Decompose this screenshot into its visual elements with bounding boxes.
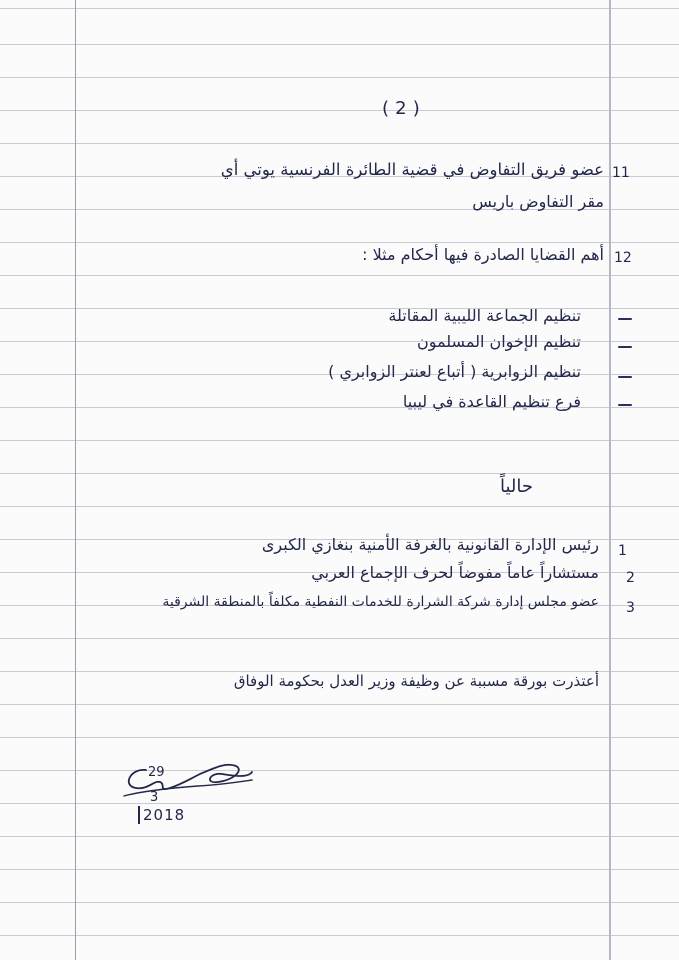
case-item-4: فرع تنظيم القاعدة في ليبيا [402, 392, 581, 411]
current-heading: حالياً [499, 476, 533, 497]
case-item-1: تنظيم الجماعة الليبية المقاتلة [388, 306, 581, 325]
signature-day: 29 [148, 765, 165, 780]
list-dash [618, 376, 632, 378]
role-item-1: رئيس الإدارة القانونية بالغرفة الأمنية بنغازي الكبرى [261, 535, 599, 554]
item-11-line-1: عضو فريق التفاوض في قضية الطائرة الفرنسية يوتي أي [220, 160, 604, 179]
list-dash [618, 318, 632, 320]
role-item-2: مستشاراً عاماً مفوضاً لحرف الإجماع العربي [311, 563, 599, 582]
signature-year: 2018 [138, 806, 185, 824]
item-11-line-2: مقر التفاوض باريس [472, 192, 604, 211]
closing-statement: أعتذرت بورقة مسببة عن وظيفة وزير العدل بحكومة الوفاق [233, 672, 599, 690]
page-number: ( 2 ) [382, 98, 420, 119]
left-margin-line [75, 0, 76, 960]
case-item-3: تنظيم الزوابرية ( أتباع لعنتر الزوابري ) [328, 362, 581, 381]
item-number-12: 12 [614, 250, 632, 266]
item-12-heading: أهم القضايا الصادرة فيها أحكام مثلا : [362, 245, 604, 264]
role-number-1: 1 [618, 543, 627, 559]
role-item-3: عضو مجلس إدارة شركة الشرارة للخدمات النفطية مكلفاً بالمنطقة الشرقية [162, 594, 599, 610]
case-item-2: تنظيم الإخوان المسلمون [416, 332, 581, 351]
signature-month: 3 [150, 790, 159, 805]
right-margin-line [609, 0, 611, 960]
list-dash [618, 346, 632, 348]
item-number-11: 11 [612, 165, 630, 181]
list-dash [618, 404, 632, 406]
role-number-2: 2 [626, 570, 635, 586]
handwritten-signature [118, 752, 258, 812]
role-number-3: 3 [626, 600, 635, 616]
